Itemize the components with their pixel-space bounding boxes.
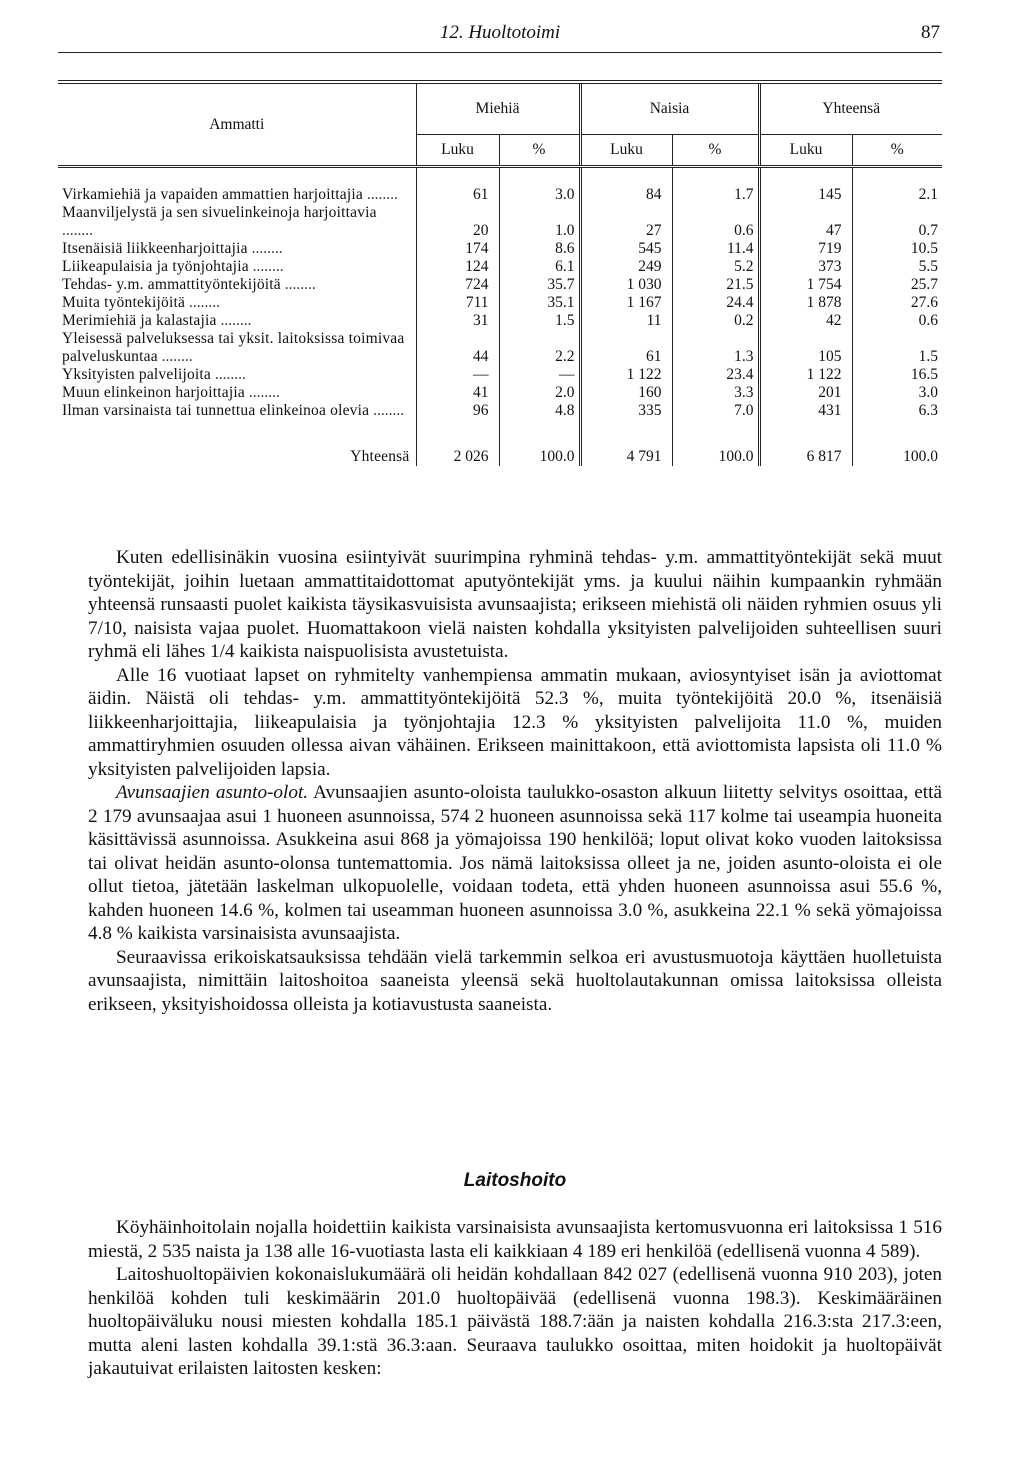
paragraph: Köyhäinhoitolain nojalla hoidettiin kaikista varsinaisista avunsaajista kertomusvuonna eri laitoksissa 1 516 miestä, 2 535 naista ja 138 alle 16-vuotiasta lasta eli kaikkiaan 4 189 eri henkilöä (edellisenä vuonna 4 589). [88, 1217, 942, 1262]
cell-n: 545 [580, 240, 672, 258]
table-row [58, 312, 942, 330]
cell-m: 31 [416, 312, 499, 330]
cell-mp: 1.5 [499, 312, 580, 330]
cell-np: 5.2 [672, 258, 759, 276]
row-label [58, 186, 416, 204]
cell-t: 145 [759, 186, 852, 204]
row-label [58, 312, 416, 330]
row-label [58, 384, 416, 402]
cell-np: 0.6 [672, 204, 759, 240]
header-total-count: Luku [759, 135, 852, 167]
cell-tp: 16.5 [852, 366, 942, 384]
cell-np: 100.0 [672, 438, 759, 466]
cell-n: 249 [580, 258, 672, 276]
row-label [58, 402, 416, 420]
row-label-text: Virkamiehiä ja vapaiden ammattien harjoittajia [62, 186, 363, 203]
cell-t: 1 122 [759, 366, 852, 384]
cell-tp: 0.6 [852, 312, 942, 330]
cell-mp: 35.1 [499, 294, 580, 312]
cell-tp: 3.0 [852, 384, 942, 402]
leader-dots: ........ [62, 222, 93, 239]
leader-dots: ........ [216, 312, 252, 329]
cell-tp: 100.0 [852, 438, 942, 466]
header-women: Naisia [580, 82, 759, 135]
paragraph: Kuten edellisinäkin vuosina esiintyivät suurimpina ryhminä tehdas- y.m. ammattityöntekijät sekä muut työntekijät, joihin luetaan ammattitaidottomat aputyöntekijät yms. ja kuului näihin kumpaankin ryhmään yhteensä runsaasti puolet kaikista täysikasvuisista avunsaajista; erikseen miehistä oli näiden ryhmien osuus yli 7/10, naisista vajaa puolet. Huomattakoon vielä naisten kohdalla yksityisten palvelijoiden suhteellisen suuri ryhmä eli lähes 1/4 kaikista naispuolisista avustetuista. [88, 547, 942, 662]
cell-mp: 35.7 [499, 276, 580, 294]
row-label [58, 258, 416, 276]
cell-n: 1 122 [580, 366, 672, 384]
row-label-text: Itsenäisiä liikkeenharjoittajia [62, 240, 248, 257]
row-label-text: Yleisessä palveluksessa tai yksit. laitoksissa toimivaa palveluskuntaa [62, 330, 405, 365]
cell-m: 124 [416, 258, 499, 276]
table-row [58, 294, 942, 312]
table-row [58, 330, 942, 366]
leader-dots: ........ [247, 240, 283, 257]
cell-m: 44 [416, 330, 499, 366]
cell-mp: 3.0 [499, 186, 580, 204]
cell-t: 105 [759, 330, 852, 366]
row-label [58, 366, 416, 384]
row-label [58, 438, 416, 466]
cell-n: 335 [580, 402, 672, 420]
cell-m: 174 [416, 240, 499, 258]
cell-n: 11 [580, 312, 672, 330]
row-label [58, 330, 416, 366]
row-label [58, 240, 416, 258]
cell-tp: 5.5 [852, 258, 942, 276]
page-header [58, 20, 942, 53]
header-total-pct: % [852, 135, 942, 167]
table-row [58, 366, 942, 384]
row-label-text: Merimiehiä ja kalastajia [62, 312, 217, 329]
cell-t: 201 [759, 384, 852, 402]
leader-dots: ........ [362, 186, 398, 203]
cell-m: 2 026 [416, 438, 499, 466]
cell-n: 61 [580, 330, 672, 366]
cell-t: 719 [759, 240, 852, 258]
cell-mp: 8.6 [499, 240, 580, 258]
leader-dots: ........ [244, 384, 280, 401]
table-row [58, 186, 942, 204]
cell-n: 1 167 [580, 294, 672, 312]
cell-tp: 2.1 [852, 186, 942, 204]
row-label-text: Yksityisten palvelijoita [62, 366, 212, 383]
row-label-text: Yhteensä [350, 448, 410, 465]
cell-np: 1.7 [672, 186, 759, 204]
header-occupation: Ammatti [58, 82, 416, 167]
cell-m: 20 [416, 204, 499, 240]
row-label-text: Ilman varsinaista tai tunnettua elinkeinoa olevia [62, 402, 370, 419]
table-row [58, 258, 942, 276]
header-men-count: Luku [416, 135, 499, 167]
paragraph: Seuraavissa erikoiskatsauksissa tehdään vielä tarkemmin selkoa eri avustusmuotoja käyttäen huolletuista avunsaajista, nimittäin laitoshoitoa saaneista yleensä sekä huoltolautakunnan omissa laitoksissa olleista erikseen, yksityishoidossa olleista ja kotiavustusta saaneista. [88, 946, 942, 1015]
section-body [88, 1216, 942, 1381]
cell-t: 1 754 [759, 276, 852, 294]
cell-n: 160 [580, 384, 672, 402]
cell-m: — [416, 366, 499, 384]
cell-n: 27 [580, 204, 672, 240]
section-title: Laitoshoito [463, 1170, 567, 1191]
cell-mp: 2.0 [499, 384, 580, 402]
cell-np: 7.0 [672, 402, 759, 420]
header-total: Yhteensä [759, 82, 942, 135]
occupation-table [58, 80, 942, 466]
paragraph: Alle 16 vuotiaat lapset on ryhmitelty vanhempiensa ammatin mukaan, aviosyntyiset isän ja aviottomat äidin. Näistä oli tehdas- y.m. ammattityöntekijöitä 52.3 %, muita työntekijöitä 20.0 %, itsenäisiä liikkeenharjoittajia, liikeapulaisia ja työnjohtajia 12.3 % yksityisten palvelijoita 11.0 %, muiden ammattiryhmien osuuden ollessa aivan vähäinen. Erikseen mainittakoon, että aviottomista lapsista oli 11.0 % yksityisten palvelijoiden lapsia. [88, 664, 942, 780]
cell-t: 42 [759, 312, 852, 330]
row-label [58, 276, 416, 294]
body-text [88, 546, 942, 1016]
table-row [58, 276, 942, 294]
cell-np: 23.4 [672, 366, 759, 384]
row-label-text: Liikeapulaisia ja työnjohtajia [62, 258, 249, 275]
cell-t: 373 [759, 258, 852, 276]
row-label-text: Tehdas- y.m. ammattityöntekijöitä [62, 276, 281, 293]
running-title: 12. Huoltotoimi [439, 22, 561, 43]
cell-m: 724 [416, 276, 499, 294]
table-total-row [58, 438, 942, 466]
row-label-text: Maanviljelystä ja sen sivuelinkeinoja harjoittavia [62, 204, 377, 221]
cell-mp: 100.0 [499, 438, 580, 466]
cell-tp: 0.7 [852, 204, 942, 240]
cell-n: 84 [580, 186, 672, 204]
leader-dots: ........ [248, 258, 284, 275]
cell-mp: — [499, 366, 580, 384]
cell-m: 711 [416, 294, 499, 312]
header-women-count: Luku [580, 135, 672, 167]
table-row [58, 402, 942, 420]
table-row [58, 240, 942, 258]
cell-t: 47 [759, 204, 852, 240]
paragraph-housing [88, 781, 942, 946]
cell-mp: 4.8 [499, 402, 580, 420]
cell-n: 4 791 [580, 438, 672, 466]
cell-np: 3.3 [672, 384, 759, 402]
cell-mp: 6.1 [499, 258, 580, 276]
leader-dots: ........ [185, 294, 220, 311]
leader-dots: ........ [280, 276, 316, 293]
table-row [58, 384, 942, 402]
housing-text: Avunsaajien asunto-oloista taulukko-osaston alkuun liitetty selvitys osoittaa, että 2 179 avunsaajaa asui 1 huoneen asunnoissa, 574 2 huoneen asunnoissa sekä 117 kolme tai useampia huoneita käsittävissä asunnoissa. Asukkeina asui 868 ja yömajoissa 190 henkilöä; loput olivat koko vuoden laitoksissa tai olivat heidän asunto-olonsa tuntemattomia. Jos nämä laitoksissa olleet ja ne, joiden asunto-oloista ei ole ollut tietoa, jätetään laskelman ulkopuolelle, voidaan todeta, että yhden huoneen asunnoissa asui 55.6 %, kahden huoneen 14.6 %, kolmen tai useamman huoneen asunnoissa 3.0 %, asukkeina 22.1 % sekä yömajoissa 4.8 % kaikista varsinaisista avunsaajista. [88, 782, 942, 944]
cell-tp: 25.7 [852, 276, 942, 294]
cell-m: 96 [416, 402, 499, 420]
cell-m: 41 [416, 384, 499, 402]
leader-dots: ........ [157, 348, 193, 365]
cell-tp: 6.3 [852, 402, 942, 420]
cell-t: 1 878 [759, 294, 852, 312]
housing-heading: Avunsaajien asunto-olot. [116, 782, 309, 803]
row-label [58, 204, 416, 240]
cell-tp: 10.5 [852, 240, 942, 258]
row-label-text: Muun elinkeinon harjoittajia [62, 384, 245, 401]
cell-np: 0.2 [672, 312, 759, 330]
cell-m: 61 [416, 186, 499, 204]
cell-t: 431 [759, 402, 852, 420]
paragraph: Laitoshuoltopäivien kokonaislukumäärä oli heidän kohdallaan 842 027 (edellisenä vuonna 910 203), joten henkilöä kohden tuli keskimäärin 201.0 huoltopäivää (edellisenä vuonna 198.3). Keskimääräinen huoltopäiväluku nousi miesten kohdalla 185.1 päivästä 188.7:ään ja naisten kohdalla 216.3:sta 217.3:een, mutta aleni lasten kohdalla 39.1:stä 36.3:aan. Seuraava taulukko osoittaa, miten hoidokit ja huoltopäivät jakautuivat erilaisten laitosten kesken: [88, 1264, 942, 1379]
row-label [58, 294, 416, 312]
leader-dots: ........ [211, 366, 246, 383]
header-men: Miehiä [416, 82, 580, 135]
cell-tp: 1.5 [852, 330, 942, 366]
cell-t: 6 817 [759, 438, 852, 466]
cell-mp: 2.2 [499, 330, 580, 366]
cell-np: 21.5 [672, 276, 759, 294]
row-label-text: Muita työntekijöitä [62, 294, 186, 311]
leader-dots: ........ [369, 402, 405, 419]
page-number: 87 [921, 22, 940, 43]
cell-np: 24.4 [672, 294, 759, 312]
table-row [58, 204, 942, 240]
cell-mp: 1.0 [499, 204, 580, 240]
cell-np: 1.3 [672, 330, 759, 366]
header-men-pct: % [499, 135, 580, 167]
header-women-pct: % [672, 135, 759, 167]
cell-np: 11.4 [672, 240, 759, 258]
cell-n: 1 030 [580, 276, 672, 294]
cell-tp: 27.6 [852, 294, 942, 312]
